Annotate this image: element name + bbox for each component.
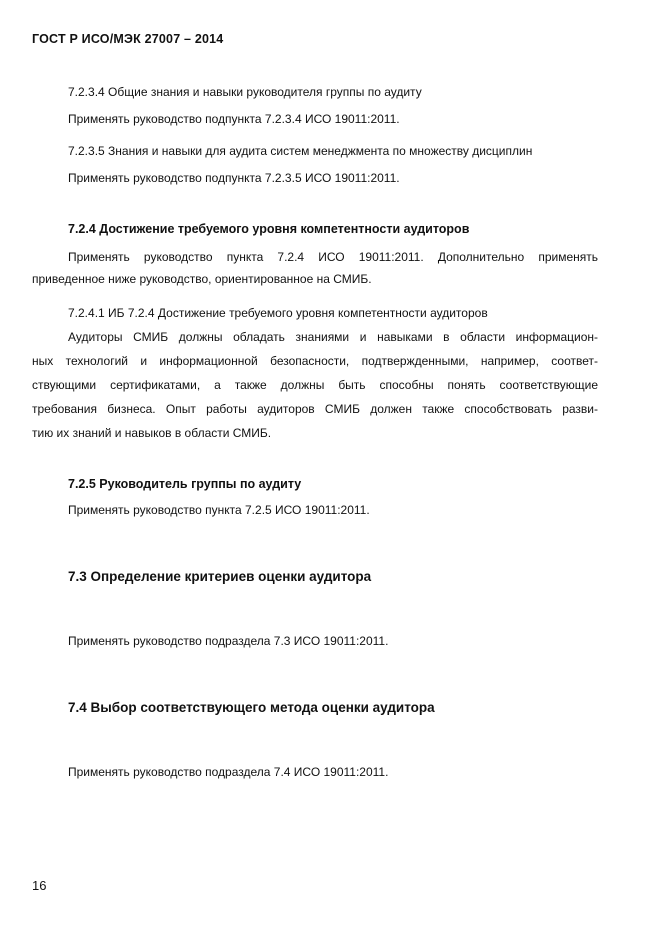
section-7-2-5-heading: 7.2.5 Руководитель группы по аудиту	[68, 477, 302, 491]
section-7-3-text: Применять руководство подраздела 7.3 ИСО 19011:2011.	[68, 634, 389, 648]
subsection-7-2-4-1-line-3: ствующими сертификатами, а также должны быть способны понять соответствующие	[32, 378, 598, 392]
section-7-2-4-heading: 7.2.4 Достижение требуемого уровня компетентности аудиторов	[68, 222, 470, 236]
document-header: ГОСТ Р ИСО/МЭК 27007 – 2014	[32, 32, 224, 46]
subsection-7-2-4-1-line-1: Аудиторы СМИБ должны обладать знаниями и навыками в области информацион-	[68, 330, 598, 344]
subsection-7-2-4-1-line-5: тию их знаний и навыков в области СМИБ.	[32, 426, 272, 440]
subsection-7-2-4-1-line-4: требования бизнеса. Опыт работы аудиторов СМИБ должен также способствовать разви-	[32, 402, 598, 416]
section-7-3-heading: 7.3 Определение критериев оценки аудитора	[68, 569, 372, 584]
section-7-2-5-text: Применять руководство пункта 7.2.5 ИСО 19011:2011.	[68, 503, 370, 517]
section-7-2-4-paragraph-line-1: Применять руководство пункта 7.2.4 ИСО 19011:2011. Дополнительно применять	[68, 250, 598, 264]
section-7-4-heading: 7.4 Выбор соответствующего метода оценки аудитора	[68, 700, 435, 715]
page-number: 16	[32, 878, 47, 893]
subsection-7-2-3-5-title: 7.2.3.5 Знания и навыки для аудита систем менеджмента по множеству дисциплин	[68, 144, 533, 158]
section-7-4-text: Применять руководство подраздела 7.4 ИСО 19011:2011.	[68, 765, 389, 779]
subsection-7-2-4-1-title: 7.2.4.1 ИБ 7.2.4 Достижение требуемого уровня компетентности аудиторов	[68, 306, 488, 320]
subsection-7-2-4-1-line-2: ных технологий и информационной безопасности, подтвержденными, например, соответ-	[32, 354, 598, 368]
subsection-7-2-3-4-title: 7.2.3.4 Общие знания и навыки руководителя группы по аудиту	[68, 85, 422, 99]
subsection-7-2-3-4-text: Применять руководство подпункта 7.2.3.4 ИСО 19011:2011.	[68, 112, 400, 126]
subsection-7-2-3-5-text: Применять руководство подпункта 7.2.3.5 ИСО 19011:2011.	[68, 171, 400, 185]
section-7-2-4-paragraph-line-2: приведенное ниже руководство, ориентированное на СМИБ.	[32, 272, 372, 286]
